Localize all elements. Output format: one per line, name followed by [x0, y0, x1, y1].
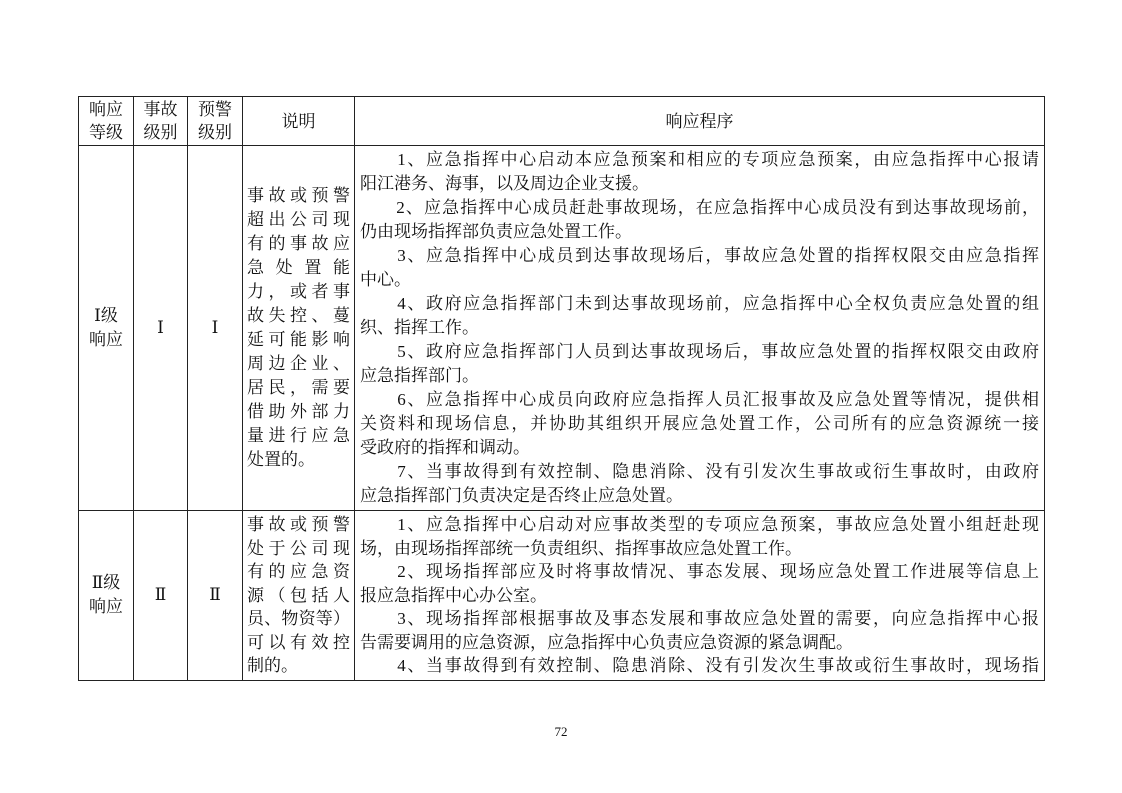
description-line: 借助外部力 [247, 402, 350, 421]
procedure-line: 7、当事故得到有效控制、隐患消除、没有引发次生事故或衍生事故时，由政府 [360, 462, 1039, 481]
header-text: 预警 [198, 100, 232, 119]
response-level-cell [79, 146, 134, 511]
header-procedure [355, 97, 1045, 146]
procedure-line: 中心。 [360, 270, 411, 289]
header-text: 级别 [198, 123, 232, 142]
header-description [243, 97, 355, 146]
procedure-line: 阳江港务、海事，以及周边企业支援。 [360, 174, 649, 193]
description-line: 事故或预警 [247, 515, 350, 534]
header-warning-level [188, 97, 243, 146]
header-text: 说明 [281, 111, 316, 131]
warning-level-cell: Ⅰ [188, 146, 243, 511]
description-cell [243, 146, 355, 511]
procedure-line: 受政府的指挥和调动。 [360, 438, 530, 457]
procedure-line: 1、应急指挥中心启动对应事故类型的专项应急预案，事故应急处置小组赶赴现 [360, 515, 1039, 534]
header-text: 响应程序 [665, 111, 734, 131]
procedure-line: 应急指挥部门。 [360, 366, 479, 385]
description-line: 事故或预警 [247, 186, 350, 205]
procedure-line: 3、应急指挥中心成员到达事故现场后，事故应急处置的指挥权限交由应急指挥 [360, 246, 1039, 265]
description-line: 居民，需要 [247, 378, 350, 397]
cell-text: 响应 [89, 597, 123, 617]
description-line: 有的事故应 [247, 234, 350, 253]
accident-level-cell: Ⅱ [134, 511, 188, 681]
response-level-cell [79, 511, 134, 681]
procedure-line: 场，由现场指挥部统一负责组织、指挥事故应急处置工作。 [360, 538, 802, 558]
procedure-line: 5、政府应急指挥部门人员到达事故现场后，事故应急处置的指挥权限交由政府 [360, 342, 1039, 361]
procedure-line: 仍由现场指挥部负责应急处置工作。 [360, 222, 632, 241]
header-accident-level [134, 97, 188, 146]
description-cell [243, 511, 355, 681]
accident-level-cell: Ⅰ [134, 146, 188, 511]
description-line: 量进行应急 [247, 426, 350, 445]
table-row [79, 146, 1045, 511]
description-line: 周边企业、 [247, 354, 350, 373]
description-line: 处置的。 [247, 450, 315, 469]
procedure-line: 织、指挥工作。 [360, 318, 479, 337]
procedure-line: 1、应急指挥中心启动本应急预案和相应的专项应急预案，由应急指挥中心报请 [360, 150, 1039, 169]
description-line: 延可能影响 [247, 330, 350, 349]
page-number: 72 [554, 724, 568, 739]
description-line: 力，或者事 [247, 282, 350, 301]
description-line: 处于公司现 [247, 538, 350, 558]
procedure-line: 4、政府应急指挥部门未到达事故现场前，应急指挥中心全权负责应急处置的组 [360, 294, 1039, 313]
table-row [79, 511, 1045, 681]
cell-text: 响应 [89, 330, 123, 349]
header-text: 级别 [143, 123, 178, 142]
procedure-line: 应急指挥部门负责决定是否终止应急处置。 [360, 486, 683, 505]
description-line: 可以有效控 [247, 632, 350, 652]
header-text: 事故 [143, 100, 178, 119]
description-line: 源（包括人 [247, 585, 350, 605]
response-level-table [78, 96, 1045, 681]
description-line: 有的应急资 [247, 562, 350, 581]
header-response-level [79, 97, 134, 146]
procedure-line: 2、应急指挥中心成员赶赴事故现场，在应急指挥中心成员没有到达事故现场前， [360, 198, 1039, 217]
description-line: 超出公司现 [247, 210, 350, 229]
procedure-cell [355, 511, 1045, 681]
procedure-line: 报应急指挥中心办公室。 [360, 585, 547, 605]
procedure-line: 告需要调用的应急资源，应急指挥中心负责应急资源的紧急调配。 [360, 632, 853, 652]
procedure-line: 关资料和现场信息，并协助其组织开展应急处置工作，公司所有的应急资源统一接 [360, 414, 1039, 433]
procedure-line: 6、应急指挥中心成员向政府应急指挥人员汇报事故及应急处置等情况，提供相 [360, 390, 1039, 409]
cell-text: Ⅱ级 [91, 573, 121, 593]
procedure-line: 2、现场指挥部应及时将事故情况、事态发展、现场应急处置工作进展等信息上 [360, 562, 1039, 581]
warning-level-cell: Ⅱ [188, 511, 243, 681]
procedure-line: 4、当事故得到有效控制、隐患消除、没有引发次生事故或衍生事故时，现场指 [360, 656, 1039, 675]
procedure-line: 3、现场指挥部根据事故及事态发展和事故应急处置的需要，向应急指挥中心报 [360, 609, 1039, 628]
procedure-cell [355, 146, 1045, 511]
description-line: 制的。 [247, 656, 298, 675]
description-line: 故失控、蔓 [247, 306, 350, 325]
header-text: 等级 [89, 123, 123, 142]
description-line: 急 处 置 能 [247, 258, 350, 277]
table-header-row [79, 97, 1045, 146]
header-text: 响应 [89, 100, 123, 119]
description-line: 员、物资等） [247, 609, 350, 628]
cell-text: Ⅰ级 [94, 306, 118, 325]
